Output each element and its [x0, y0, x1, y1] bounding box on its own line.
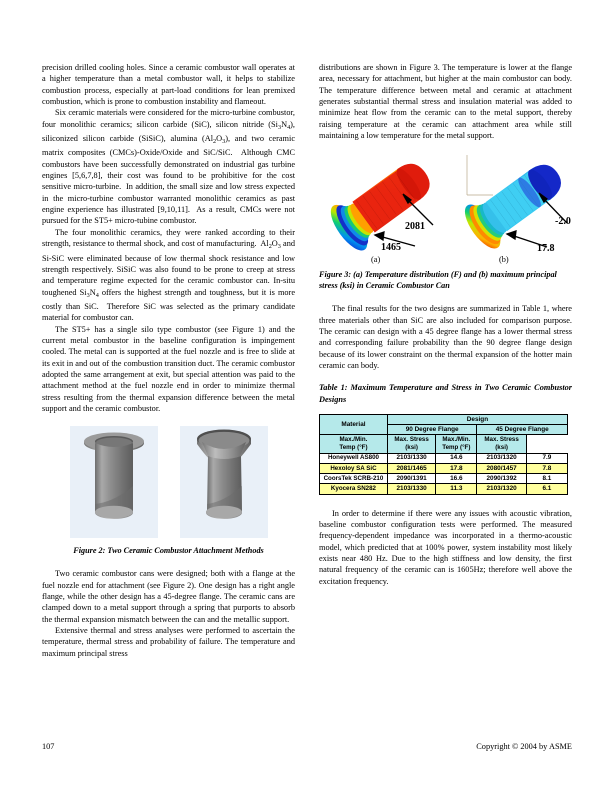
cell-temp-45: 2080/1457: [477, 464, 526, 474]
figure-2-caption: Figure 2: Two Ceramic Combustor Attachment Methods: [73, 546, 264, 556]
paragraph-final-results: [319, 303, 572, 371]
two-column-body: [42, 62, 572, 659]
table-1-max-temp-stress: [319, 414, 568, 495]
paragraph-st5-silo: [42, 324, 295, 415]
paragraph-four-monolithic: The four monolithic ceramics, they were ranked according to their strength, resistance to thermal shock, and cost of manufacturing. $Al_2O_3$ and Si-SiC were eliminated because of low thermal shock resistance and low strength respectively. SiSiC was also found to be prone to creep at stress and temperature regime expected for the ceramic combustor can. In-situ toughened $Si_3N_4$ offers the highest strength and toughness, but it is more costly than SiC. Therefore SiC was selected as the primary candidate material for combustor can.: [42, 227, 296, 323]
cell-temp-45: 2103/1320: [477, 484, 526, 494]
cell-stress-90: 11.3: [436, 484, 477, 494]
cell-temp-90: 2103/1330: [387, 484, 435, 494]
figure-3: [319, 145, 572, 267]
cell-stress-45: 6.1: [526, 484, 567, 494]
table-header-flange-45: 45 Degree Flange: [477, 425, 568, 435]
figure-3a-label-max-temp: 2081: [405, 221, 425, 233]
cell-temp-45: 2103/1320: [477, 453, 526, 463]
figure-3b-axis-frame: [467, 155, 493, 195]
table-header-stress-45: [477, 435, 526, 453]
subheader-line-2: Temp (°F): [442, 444, 471, 452]
cell-stress-45: 7.9: [526, 453, 567, 463]
paragraph-text: The ST5+ has a single silo type combustor (see Figure 1) and the current metal combustor in the baseline configuration is impingement cooled. The metal can is supported at the fuel nozzle and is free to slide at its exit in and out of the combustion transition duct. The ceramic combustor adopted the same arrangement at exit, but special attention was paid to the attachment method at the fuel nozzle end in order to minimize thermal stress resulting from the thermal expansion difference between the metal support and the ceramic combustor.: [42, 324, 295, 413]
table-header-design: Design: [387, 415, 567, 425]
figure-3-caption: Figure 3: (a) Temperature distribution (F) and (b) maximum principal stress (ksi) in Ceramic Combustor Can: [319, 270, 557, 291]
page-footer: [42, 742, 572, 751]
table-header-stress-90: [387, 435, 435, 453]
figure-3a-temperature-contour-image: [319, 151, 447, 254]
table-body: [320, 453, 568, 494]
right-column: [319, 62, 572, 659]
table-header-row-1: [320, 415, 568, 425]
left-column: [42, 62, 295, 659]
table-header-flange-90: 90 Degree Flange: [387, 425, 477, 435]
subheader-line-1: Max./Min.: [339, 435, 368, 443]
cell-stress-90: 16.6: [436, 474, 477, 484]
paragraph-distributions: [319, 62, 572, 141]
figure-3b-label-min-stress: -2.0: [555, 216, 571, 228]
45-degree-flange-can-image: [180, 426, 268, 538]
cell-stress-45: 8.1: [526, 474, 567, 484]
table-row: [320, 474, 568, 484]
figure-3-sublabel-a: (a): [371, 255, 381, 265]
subheader-line-1: Max. Stress: [394, 435, 429, 443]
cell-material: Kyocera SN282: [320, 484, 388, 494]
table-header-material: Material: [320, 415, 388, 435]
paragraph-extensive-analyses: [42, 625, 295, 659]
table-row: [320, 484, 568, 494]
table-1-caption: Table 1: Maximum Temperature and Stress in Two Ceramic Combustor Designs: [319, 383, 572, 404]
cell-temp-45: 2090/1392: [477, 474, 526, 484]
paragraph-precision-holes: [42, 62, 295, 107]
cell-stress-45: 7.8: [526, 464, 567, 474]
paragraph-text: The final results for the two designs are summarized in Table 1, where three materials other than SiC are also included for comparison purpose. The ceramic can design with a 45 degree flange has a lower thermal stress and corresponding failure probability than the 90 degree flange design because of its lower constraint on the thermal expansion of the hotter main ceramic can body.: [319, 304, 572, 371]
paragraph-acoustic-vibration: [319, 508, 572, 587]
table-header-temp-45: [436, 435, 477, 453]
figure-3b-label-max-stress: 17.8: [537, 243, 555, 255]
cell-material: Honeywell AS800: [320, 453, 388, 463]
paragraph-text: Two ceramic combustor cans were designed; both with a flange at the fuel nozzle end for attachment (see Figure 2). One design has a right angle flange, while the other design has a 45-degree flange. The ceramic cans are clamped down to a metal support through a spring that purports to absorb the thermal expansion mismatch between the can and the metallic support.: [42, 569, 295, 624]
cell-temp-90: 2090/1391: [387, 474, 435, 484]
cell-material: CoorsTek SCRB-210: [320, 474, 388, 484]
page-number: 107: [42, 742, 55, 751]
paragraph-text: precision drilled cooling holes. Since a ceramic combustor wall operates at a higher temperature than a metal combustor wall, it helps to stabilize combustion process, especially at part-load conditions for lean premixed combustion, which is prone to combustion instability and flameout.: [42, 63, 295, 107]
subheader-line-2: (ksi): [405, 444, 418, 452]
subheader-line-1: Max. Stress: [484, 435, 519, 443]
figure-3a-label-min-temp: 1465: [381, 242, 401, 254]
figure-3b-stress-contour-image: [459, 151, 574, 251]
table-row: [320, 453, 568, 463]
paragraph-two-cans-designed: [42, 568, 295, 625]
subheader-line-1: Max./Min.: [442, 435, 471, 443]
cell-stress-90: 14.6: [436, 453, 477, 463]
figure-2: [42, 426, 295, 538]
cell-temp-90: 2081/1465: [387, 464, 435, 474]
cell-temp-90: 2103/1330: [387, 453, 435, 463]
table-header-row-3: [320, 435, 568, 453]
cell-material: Hexoloy SA SiC: [320, 464, 388, 474]
table-header-temp-90: [320, 435, 388, 453]
paragraph-text: distributions are shown in Figure 3. The temperature is lower at the flange area, necessary for attachment, but higher at the main combustor can body. The temperature difference between metal and ceramic at attachment generates substantial thermal stress and insulation material was added to minimize heat flow from the ceramic can to the metal support, thereby raising temperature at the ceramic can attachment area while still maintaining a low temperature for the metal support.: [319, 63, 572, 141]
cell-stress-90: 17.8: [436, 464, 477, 474]
figure-2-panel-b: [180, 426, 268, 538]
subheader-line-2: Temp (°F): [339, 444, 368, 452]
paragraph-six-materials: Six ceramic materials were considered for the micro-turbine combustor, four monolithic ceramics; silicon carbide (SiC), silicon nitride $(Si_3N_4)$, siliconized silicon carbide (SiSiC), alumina $(Al_2O_3)$, and two ceramic matrix composites (CMCs)-Oxide/Oxide and SiC/SiC. Although CMC combustors have been successfully demonstrated on industrial gas turbine engines [5,6,7,8], their cost was found to be prohibitive for the cost sensitive micro-turbine. In addition, the small size and low stress expected in the micro-turbine combustor warranted monolithic ceramics as past engine experience has illustrated [9,10,11]. As a result, CMCs were not pursued for the ST5+ micro-tubine combustor.: [42, 108, 296, 226]
subheader-line-2: (ksi): [495, 444, 508, 452]
figure-3-sublabel-b: (b): [499, 255, 509, 265]
figure-2-panel-a: [70, 426, 158, 538]
paragraph-text: In order to determine if there were any issues with acoustic vibration, baseline combustor configuration tests were performed. The measured frequency-dependent impedance was incorporated in a thermo-acoustic model, which predicted that at 100% power, system instability most likely exists near 480 Hz. Due to the high stiffness and low density, the first natural frequency of the ceramic can is 1605Hz; therefore well above the excitation frequency.: [319, 508, 572, 586]
table-row: [320, 464, 568, 474]
paragraph-text: Extensive thermal and stress analyses were performed to ascertain the temperature, thermal stress and probability of failure. The temperature and maximum principal stress: [42, 626, 295, 658]
right-angle-flange-can-image: [70, 426, 158, 538]
copyright-notice: Copyright © 2004 by ASME: [476, 742, 572, 751]
